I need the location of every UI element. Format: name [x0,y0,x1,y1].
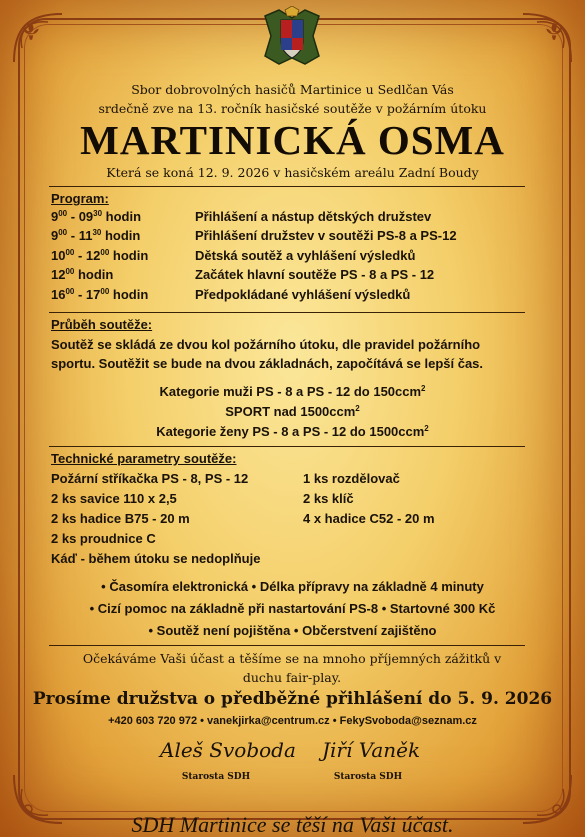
category-sport-text: SPORT nad 1500ccm [225,404,356,419]
divider [49,446,525,447]
info-bullet-line: • Časomíra elektronická • Délka přípravy na základně 4 minuty [101,579,484,594]
superscript: 2 [424,424,429,433]
footer-tagline: SDH Martinice se těší na Vaši účast. [131,812,454,837]
expectation-text [62,649,522,687]
program-row [51,267,434,282]
firefighters-emblem-icon [257,6,327,70]
intro-line: Sbor dobrovolných hasičů Martinice u Sedlčan Vás [131,82,454,97]
divider [49,186,525,187]
tech-left-item: 2 ks proudnice C [51,531,156,546]
category-women [0,424,585,439]
category-sport [0,404,585,419]
tech-left-item: 2 ks hadice B75 - 20 m [51,511,190,526]
course-heading: Průběh soutěže: [51,317,153,332]
program-description: Dětská soutěž a vyhlášení výsledků [195,248,416,263]
signature-role: Starosta SDH [333,772,403,782]
divider [49,645,525,646]
program-row [51,209,431,224]
page-title: MARTINICKÁ OSMA [80,117,505,163]
superscript: 2 [355,404,360,413]
superscript: 2 [421,384,426,393]
tech-right-item: 1 ks rozdělovač [303,471,400,486]
program-time: $9^{00} - 11^{30}$ hodin [51,228,141,243]
signature-role: Starosta SDH [181,772,251,782]
expectation-line: Očekáváme Vaši účast a těšíme se na mnoho příjemných zážitků v [82,651,502,666]
category-men [0,384,585,399]
tech-right-item: 4 x hadice C52 - 20 m [303,511,435,526]
program-description: Přihlášení a nástup dětských družstev [195,209,432,224]
category-men-text: Kategorie muži PS - 8 a PS - 12 do 150ccm [159,384,422,399]
program-row [51,248,415,263]
fleur-de-lis-icon [20,20,42,42]
program-time: $9^{00} - 09^{30}$ hodin [51,209,142,224]
program-row [51,287,410,302]
intro-line: srdečně zve na 13. ročník hasičské soutěže v požárním útoku [98,101,487,116]
tech-left-item: 2 ks savice 110 x 2,5 [51,491,177,506]
tech-left-item: Káď - během útoku se nedoplňuje [51,551,261,566]
event-date-line: Která se koná 12. 9. 2026 v hasičském areálu Zadní Boudy [106,165,479,180]
registration-notice: Prosíme družstva o předběžné přihlášení do 5. 9. 2026 [32,689,553,709]
intro-text [0,80,585,118]
program-time: $16^{00} - 17^{00}$ hodin [51,287,149,302]
category-women-text: Kategorie ženy PS - 8 a PS - 12 do 1500ccm [156,424,425,439]
course-line: Soutěž se skládá ze dvou kol požárního útoku, dle pravidel požárního [51,337,481,352]
tech-heading: Technické parametry soutěže: [51,451,237,466]
signature-ales-svoboda: Aleš Svoboda [160,738,296,762]
program-time: $12^{00}$ hodin [51,267,114,282]
program-description: Začátek hlavní soutěže PS - 8 a PS - 12 [195,267,435,282]
info-bullet-line: • Cizí pomoc na základně při nastartování PS-8 • Startovné 300 Kč [89,601,496,616]
expectation-line: duchu fair-play. [242,670,342,685]
course-description [51,335,531,373]
divider [49,312,525,313]
program-time: $10^{00} - 12^{00}$ hodin [51,248,149,263]
program-heading: Program: [51,191,109,206]
info-bullet-line: • Soutěž není pojištěna • Občerstvení zajištěno [148,623,437,638]
course-line: sportu. Soutěžit se bude na dvou základnách, započítává se lepší čas. [51,356,484,371]
program-description: Přihlášení družstev v soutěži PS-8 a PS-12 [195,228,457,243]
tech-left-item: Požární stříkačka PS - 8, PS - 12 [51,471,249,486]
signature-jiri-vanek: Jiří Vaněk [322,738,421,762]
fleur-de-lis-icon [543,20,565,42]
program-description: Předpokládané vyhlášení výsledků [195,287,411,302]
tech-right-item: 2 ks klíč [303,491,354,506]
program-row [51,228,457,243]
contact-line: +420 603 720 972 • vanekjirka@centrum.cz • FekySvoboda@seznam.cz [108,715,477,727]
